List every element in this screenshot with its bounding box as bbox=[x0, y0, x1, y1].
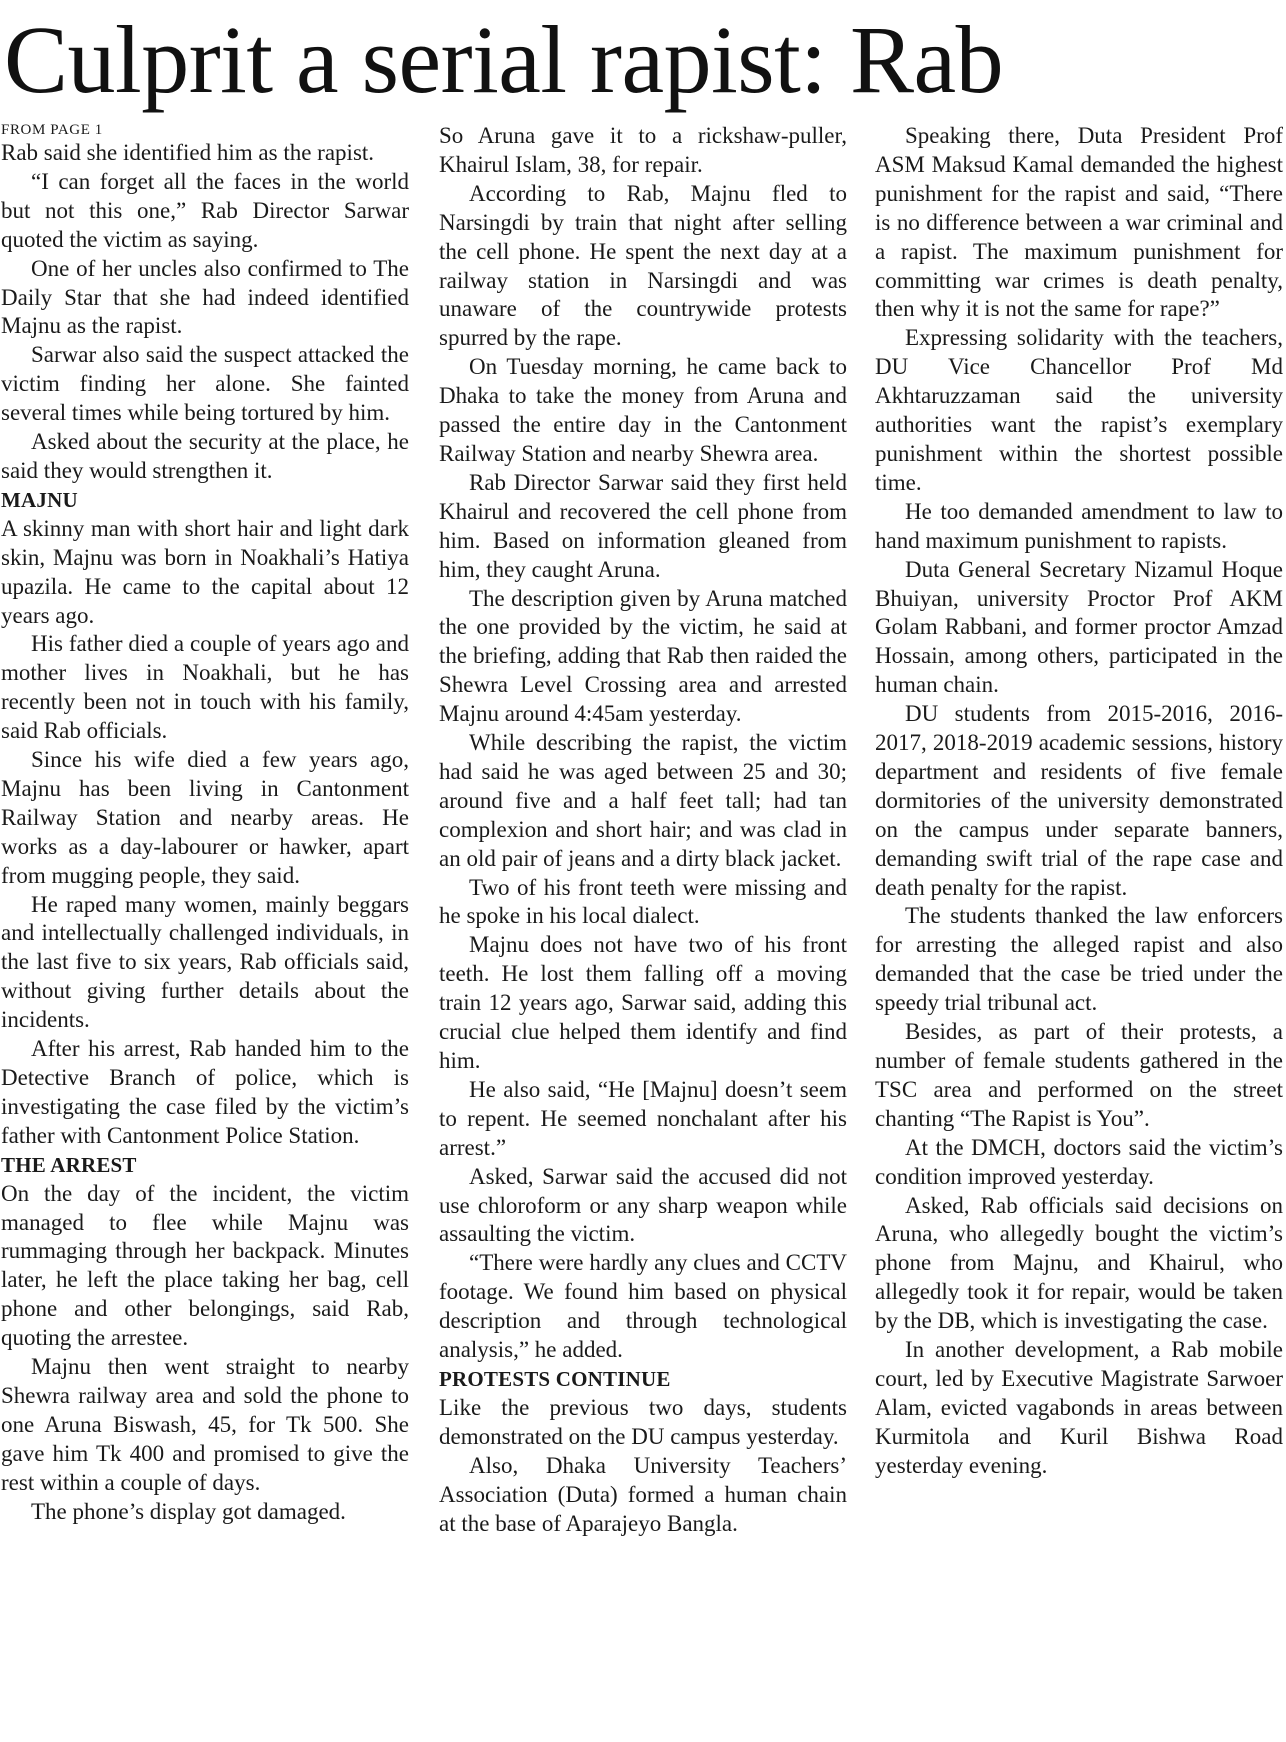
paragraph: Majnu then went straight to nearby Shewra railway area and sold the phone to one Aruna Biswash, 45, for Tk 500. She gave him Tk 400 and promised to give the rest within a couple of days. bbox=[1, 1354, 409, 1495]
paragraph: “I can forget all the faces in the world but not this one,” Rab Director Sarwar quoted the victim as saying. bbox=[1, 168, 409, 252]
paragraph: Like the previous two days, students demonstrated on the DU campus yesterday. bbox=[439, 1394, 847, 1449]
paragraph: While describing the rapist, the victim had said he was aged between 25 and 30; around five and a half feet tall; had tan complexion and short hair; and was clad in an old pair of jeans and a dirty black jacket. bbox=[439, 730, 847, 871]
paragraph: After his arrest, Rab handed him to the Detective Branch of police, which is investigating the case filed by the victim’s father with Cantonment Police Station. bbox=[1, 1036, 409, 1148]
paragraph: DU students from 2015-2016, 2016-2017, 2018-2019 academic sessions, history department and residents of five female dormitories of the university demonstrated on the campus under separate banners, demanding swift trial of the rape case and death penalty for the rapist. bbox=[875, 701, 1283, 900]
subheading-protests-continue: PROTESTS CONTINUE bbox=[439, 1366, 671, 1391]
paragraph: Rab Director Sarwar said they first held Khairul and recovered the cell phone from him. Based on information gleaned from him, they caught Aruna. bbox=[439, 469, 847, 582]
from-page-label: FROM PAGE 1 bbox=[1, 122, 103, 138]
paragraph: His father died a couple of years ago and mother lives in Noakhali, but he has recently been not in touch with his family, said Rab officials. bbox=[1, 631, 409, 744]
subheading-majnu: MAJNU bbox=[1, 487, 78, 512]
paragraph: Speaking there, Duta President Prof ASM Maksud Kamal demanded the highest punishment for the rapist and said, “There is no difference between a war criminal and a rapist. The maximum punishment for committing war crimes is death penalty, then why it is not the same for rape?” bbox=[875, 123, 1283, 322]
paragraph: Rab said she identified him as the rapist. bbox=[1, 140, 375, 165]
paragraph: Since his wife died a few years ago, Majnu has been living in Cantonment Railway Station and nearby areas. He works as a day-labourer or hawker, apart from mugging people, they said. bbox=[1, 747, 409, 888]
paragraph: He raped many women, mainly beggars and intellectually challenged individuals, in the last five to six years, Rab officials said, without giving further details about the incidents. bbox=[1, 891, 409, 1033]
subheading-the-arrest: THE ARREST bbox=[1, 1152, 137, 1177]
paragraph: According to Rab, Majnu fled to Narsingdi by train that night after selling the cell phone. He spent the next day at a railway station in Narsingdi and was unaware of the countrywide protests spurred by the rape. bbox=[439, 180, 847, 351]
paragraph: Two of his front teeth were missing and he spoke in his local dialect. bbox=[439, 874, 847, 929]
paragraph: On the day of the incident, the victim managed to flee while Majnu was rummaging through her backpack. Minutes later, he left the place taking her bag, cell phone and other belongings, said Rab, quoting the arrestee. bbox=[1, 1180, 409, 1351]
paragraph: He also said, “He [Majnu] doesn’t seem to repent. He seemed nonchalant after his arrest.” bbox=[439, 1076, 847, 1160]
paragraph: He too demanded amendment to law to hand maximum punishment to rapists. bbox=[875, 498, 1283, 553]
paragraph: On Tuesday morning, he came back to Dhaka to take the money from Aruna and passed the entire day in the Cantonment Railway Station and nearby Shewra area. bbox=[439, 354, 847, 466]
paragraph: Expressing solidarity with the teachers, DU Vice Chancellor Prof Md Akhtaruzzaman said the university authorities want the rapist’s exemplary punishment within the shortest possible time. bbox=[875, 325, 1283, 495]
paragraph: At the DMCH, doctors said the victim’s condition improved yesterday. bbox=[875, 1134, 1283, 1189]
paragraph: Also, Dhaka University Teachers’ Association (Duta) formed a human chain at the base of Aparajeyo Bangla. bbox=[439, 1452, 847, 1536]
paragraph: Asked, Sarwar said the accused did not use chloroform or any sharp weapon while assaulting the victim. bbox=[439, 1163, 847, 1247]
paragraph: Sarwar also said the suspect attacked the victim finding her alone. She fainted several times while being tortured by him. bbox=[1, 342, 409, 426]
paragraph: “There were hardly any clues and CCTV footage. We found him based on physical description and through technological analysis,” he added. bbox=[439, 1250, 847, 1363]
paragraph: One of her uncles also confirmed to The Daily Star that she had indeed identified Majnu as the rapist. bbox=[1, 255, 409, 339]
paragraph: The phone’s display got damaged. bbox=[31, 1498, 346, 1524]
paragraph: The description given by Aruna matched the one provided by the victim, he said at the briefing, adding that Rab then raided the Shewra Level Crossing area and arrested Majnu around 4:45am yesterday. bbox=[439, 585, 847, 727]
paragraph: Duta General Secretary Nizamul Hoque Bhuiyan, university Proctor Prof AKM Golam Rabbani, and former proctor Amzad Hossain, among others, participated in the human chain. bbox=[875, 556, 1283, 698]
paragraph: A skinny man with short hair and light dark skin, Majnu was born in Noakhali’s Hatiya upazila. He came to the capital about 12 years ago. bbox=[1, 515, 409, 628]
paragraph: Majnu does not have two of his front teeth. He lost them falling off a moving train 12 years ago, Sarwar said, adding this crucial clue helped them identify and find him. bbox=[439, 932, 847, 1073]
paragraph: Besides, as part of their protests, a number of female students gathered in the TSC area and performed on the street chanting “The Rapist is You”. bbox=[875, 1019, 1283, 1131]
headline: Culprit a serial rapist: Rab bbox=[4, 6, 1004, 113]
paragraph: The students thanked the law enforcers for arresting the alleged rapist and also demanded that the case be tried under the speedy trial tribunal act. bbox=[875, 903, 1283, 1016]
article-column-1 bbox=[1, 122, 409, 1738]
paragraph: Asked, Rab officials said decisions on Aruna, who allegedly bought the victim’s phone from Majnu, and Khairul, who allegedly took it for repair, would be taken by the DB, which is investigating the case. bbox=[875, 1192, 1283, 1334]
article-column-3 bbox=[875, 122, 1283, 1738]
paragraph: So Aruna gave it to a rickshaw-puller, Khairul Islam, 38, for repair. bbox=[439, 123, 847, 177]
paragraph: Asked about the security at the place, he said they would strengthen it. bbox=[1, 429, 409, 483]
article-column-2 bbox=[439, 122, 847, 1738]
paragraph: In another development, a Rab mobile court, led by Executive Magistrate Sarwoer Alam, evicted vagabonds in areas between Kurmitola and Kuril Bishwa Road yesterday evening. bbox=[875, 1337, 1283, 1478]
